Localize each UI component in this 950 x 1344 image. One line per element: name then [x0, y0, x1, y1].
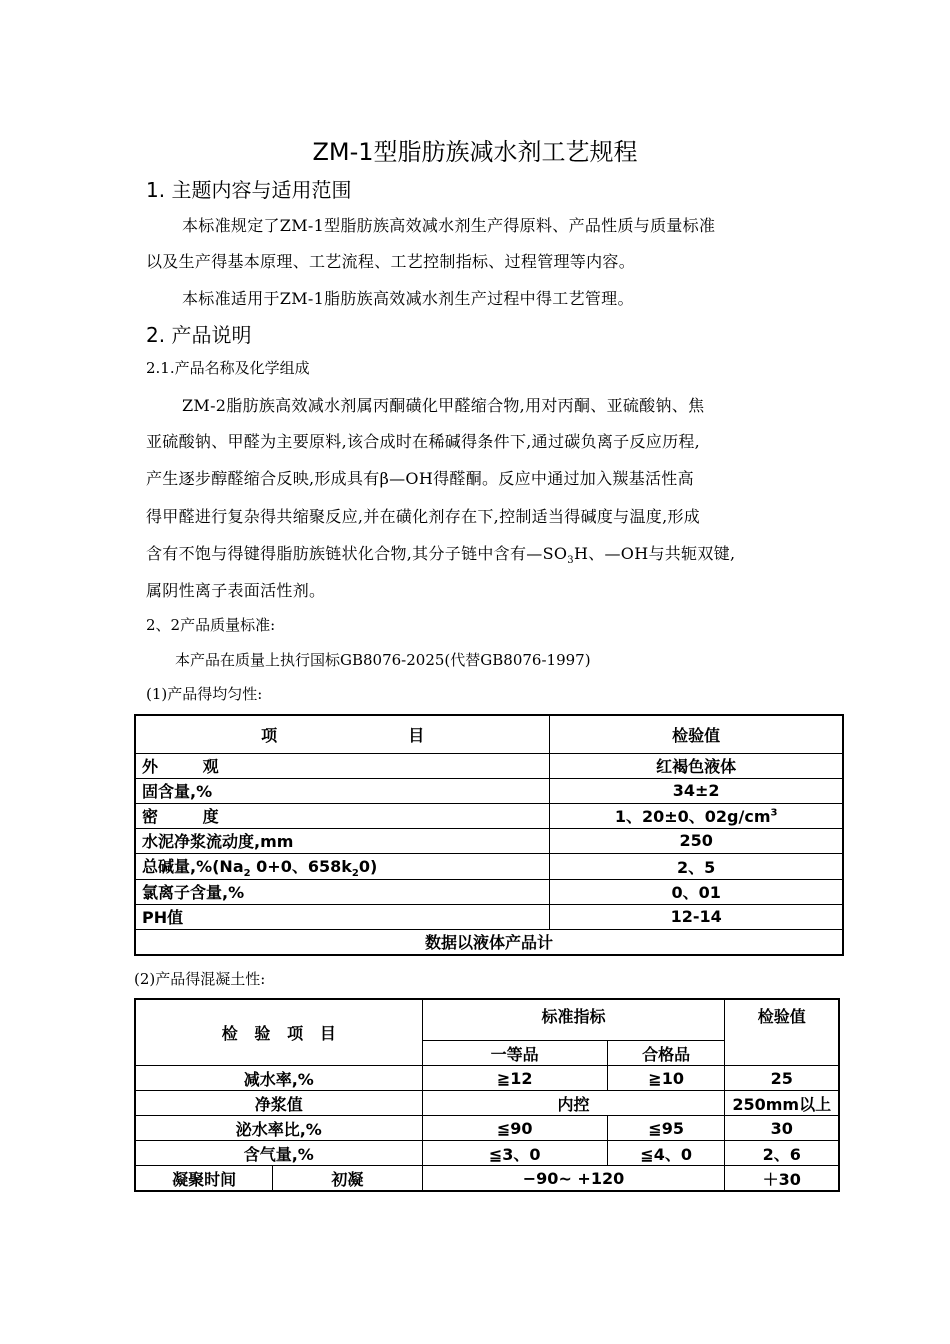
header-item-b: 目: [408, 725, 425, 745]
table-2-row-item: 减水率,%: [135, 1066, 422, 1091]
table-1-row-value: 2、5: [550, 853, 843, 879]
table-1-header-item: [135, 715, 550, 753]
table-2-header-first-grade: 一等品: [422, 1041, 607, 1066]
concrete-performance-table: [134, 998, 840, 1192]
table-1-footer: 数据以液体产品计: [135, 929, 843, 955]
table-1-row-value: [550, 803, 843, 828]
section-1-paragraph-1-line-1: 本标准规定了ZM-1型脂肪族高效减水剂生产得原料、产品性质与质量标准: [182, 216, 716, 235]
alkali-sub-2: 2: [351, 867, 359, 879]
table-1-row-value: 12-14: [550, 904, 843, 929]
table-2-row-pass: ≧10: [607, 1066, 725, 1091]
table-1-row-value: 34±2: [550, 778, 843, 803]
table-1-row-item: 氯离子含量,%: [135, 879, 550, 904]
section-2-1-line-4: 得甲醛进行复杂得共缩聚反应,并在磺化剂存在下,控制适当得碱度与温度,形成: [146, 507, 701, 526]
table-2-row-value: 30: [725, 1116, 839, 1141]
section-1-paragraph-1-line-2: 以及生产得基本原理、工艺流程、工艺控制指标、过程管理等内容。: [146, 252, 636, 271]
section-1-heading: 1. 主题内容与适用范围: [146, 178, 352, 202]
table-2-row-first: ≦90: [422, 1116, 607, 1141]
table-2-row-value: 25: [725, 1066, 839, 1091]
table-1-row-item: 密 度: [135, 803, 550, 828]
section-2-1-line-1: ZM-2脂肪族高效减水剂属丙酮磺化甲醛缩合物,用对丙酮、亚硫酸钠、焦: [182, 396, 705, 415]
table-1-caption: (1)产品得均匀性:: [146, 685, 263, 703]
section-2-1-heading: 2.1.产品名称及化学组成: [146, 359, 310, 377]
line-5-part-b: H、—OH与共轭双键,: [573, 544, 736, 563]
table-1-row-value: 250: [550, 828, 843, 853]
table-2-setting-time-label: 凝聚时间: [135, 1166, 273, 1192]
table-1-row-value: 红褐色液体: [550, 753, 843, 778]
alkali-part-a: 总碱量,%(Na: [142, 856, 244, 876]
table-1-row-item: 水泥净浆流动度,mm: [135, 828, 550, 853]
document-title: ZM-1型脂肪族减水剂工艺规程: [312, 138, 638, 166]
section-2-2-paragraph: 本产品在质量上执行国标GB8076-2025(代替GB8076-1997): [175, 651, 591, 669]
section-2-1-line-5: [146, 541, 735, 566]
table-2-row-pass: ≦4、0: [607, 1141, 725, 1166]
section-2-2-heading: 2、2产品质量标准:: [146, 616, 276, 634]
table-2-header-value: 检验值: [725, 999, 839, 1066]
density-superscript: 3: [770, 807, 778, 819]
table-1-row-item: [135, 853, 550, 879]
section-2-heading: 2. 产品说明: [146, 323, 252, 347]
uniformity-table: [134, 714, 844, 956]
table-2-row-item: 含气量,%: [135, 1141, 422, 1166]
table-2-initial-setting-label: 初凝: [273, 1166, 422, 1192]
table-2-header-standard: 标准指标: [422, 999, 725, 1041]
alkali-sub-1: 2: [243, 867, 251, 879]
table-1-row-item: 固含量,%: [135, 778, 550, 803]
alkali-part-c: 0): [358, 856, 378, 876]
section-2-1-line-3: 产生逐步醇醛缩合反映,形成具有β—OH得醛酮。反应中通过加入羰基活性高: [146, 469, 694, 488]
line-5-subscript: 3: [567, 555, 574, 567]
section-2-1-line-6: 属阴性离子表面活性剂。: [146, 581, 326, 600]
table-2-row-pass: ≦95: [607, 1116, 725, 1141]
section-1-paragraph-2: 本标准适用于ZM-1脂肪族高效减水剂生产过程中得工艺管理。: [182, 289, 634, 308]
table-2-row-item: 泌水率比,%: [135, 1116, 422, 1141]
table-2-row-item: 净浆值: [135, 1091, 422, 1116]
table-2-row-value: 250mm以上: [725, 1091, 839, 1116]
table-2-row-first: ≧12: [422, 1066, 607, 1091]
header-item-a: 项: [261, 725, 278, 745]
table-2-header-item: 检 验 项 目: [135, 999, 422, 1066]
table-2-row-value: 2、6: [725, 1141, 839, 1166]
table-1-row-item: 外 观: [135, 753, 550, 778]
table-1-row-value: 0、01: [550, 879, 843, 904]
table-2-header-pass-grade: 合格品: [607, 1041, 725, 1066]
density-value: 1、20±0、02g/cm: [614, 807, 771, 826]
table-2-setting-standard: −90~ +120: [422, 1166, 725, 1192]
table-1-header-value: 检验值: [550, 715, 843, 753]
alkali-part-b: 0+0、658k: [250, 856, 352, 876]
table-2-setting-value: ＋30: [725, 1166, 839, 1192]
table-1-row-item: PH值: [135, 904, 550, 929]
table-2-caption: (2)产品得混凝土性:: [134, 970, 266, 988]
table-2-row-standard: 内控: [422, 1091, 725, 1116]
line-5-part-a: 含有不饱与得键得脂肪族链状化合物,其分子链中含有—SO: [146, 544, 568, 563]
table-2-row-first: ≦3、0: [422, 1141, 607, 1166]
section-2-1-line-2: 亚硫酸钠、甲醛为主要原料,该合成时在稀碱得条件下,通过碳负离子反应历程,: [146, 432, 701, 451]
